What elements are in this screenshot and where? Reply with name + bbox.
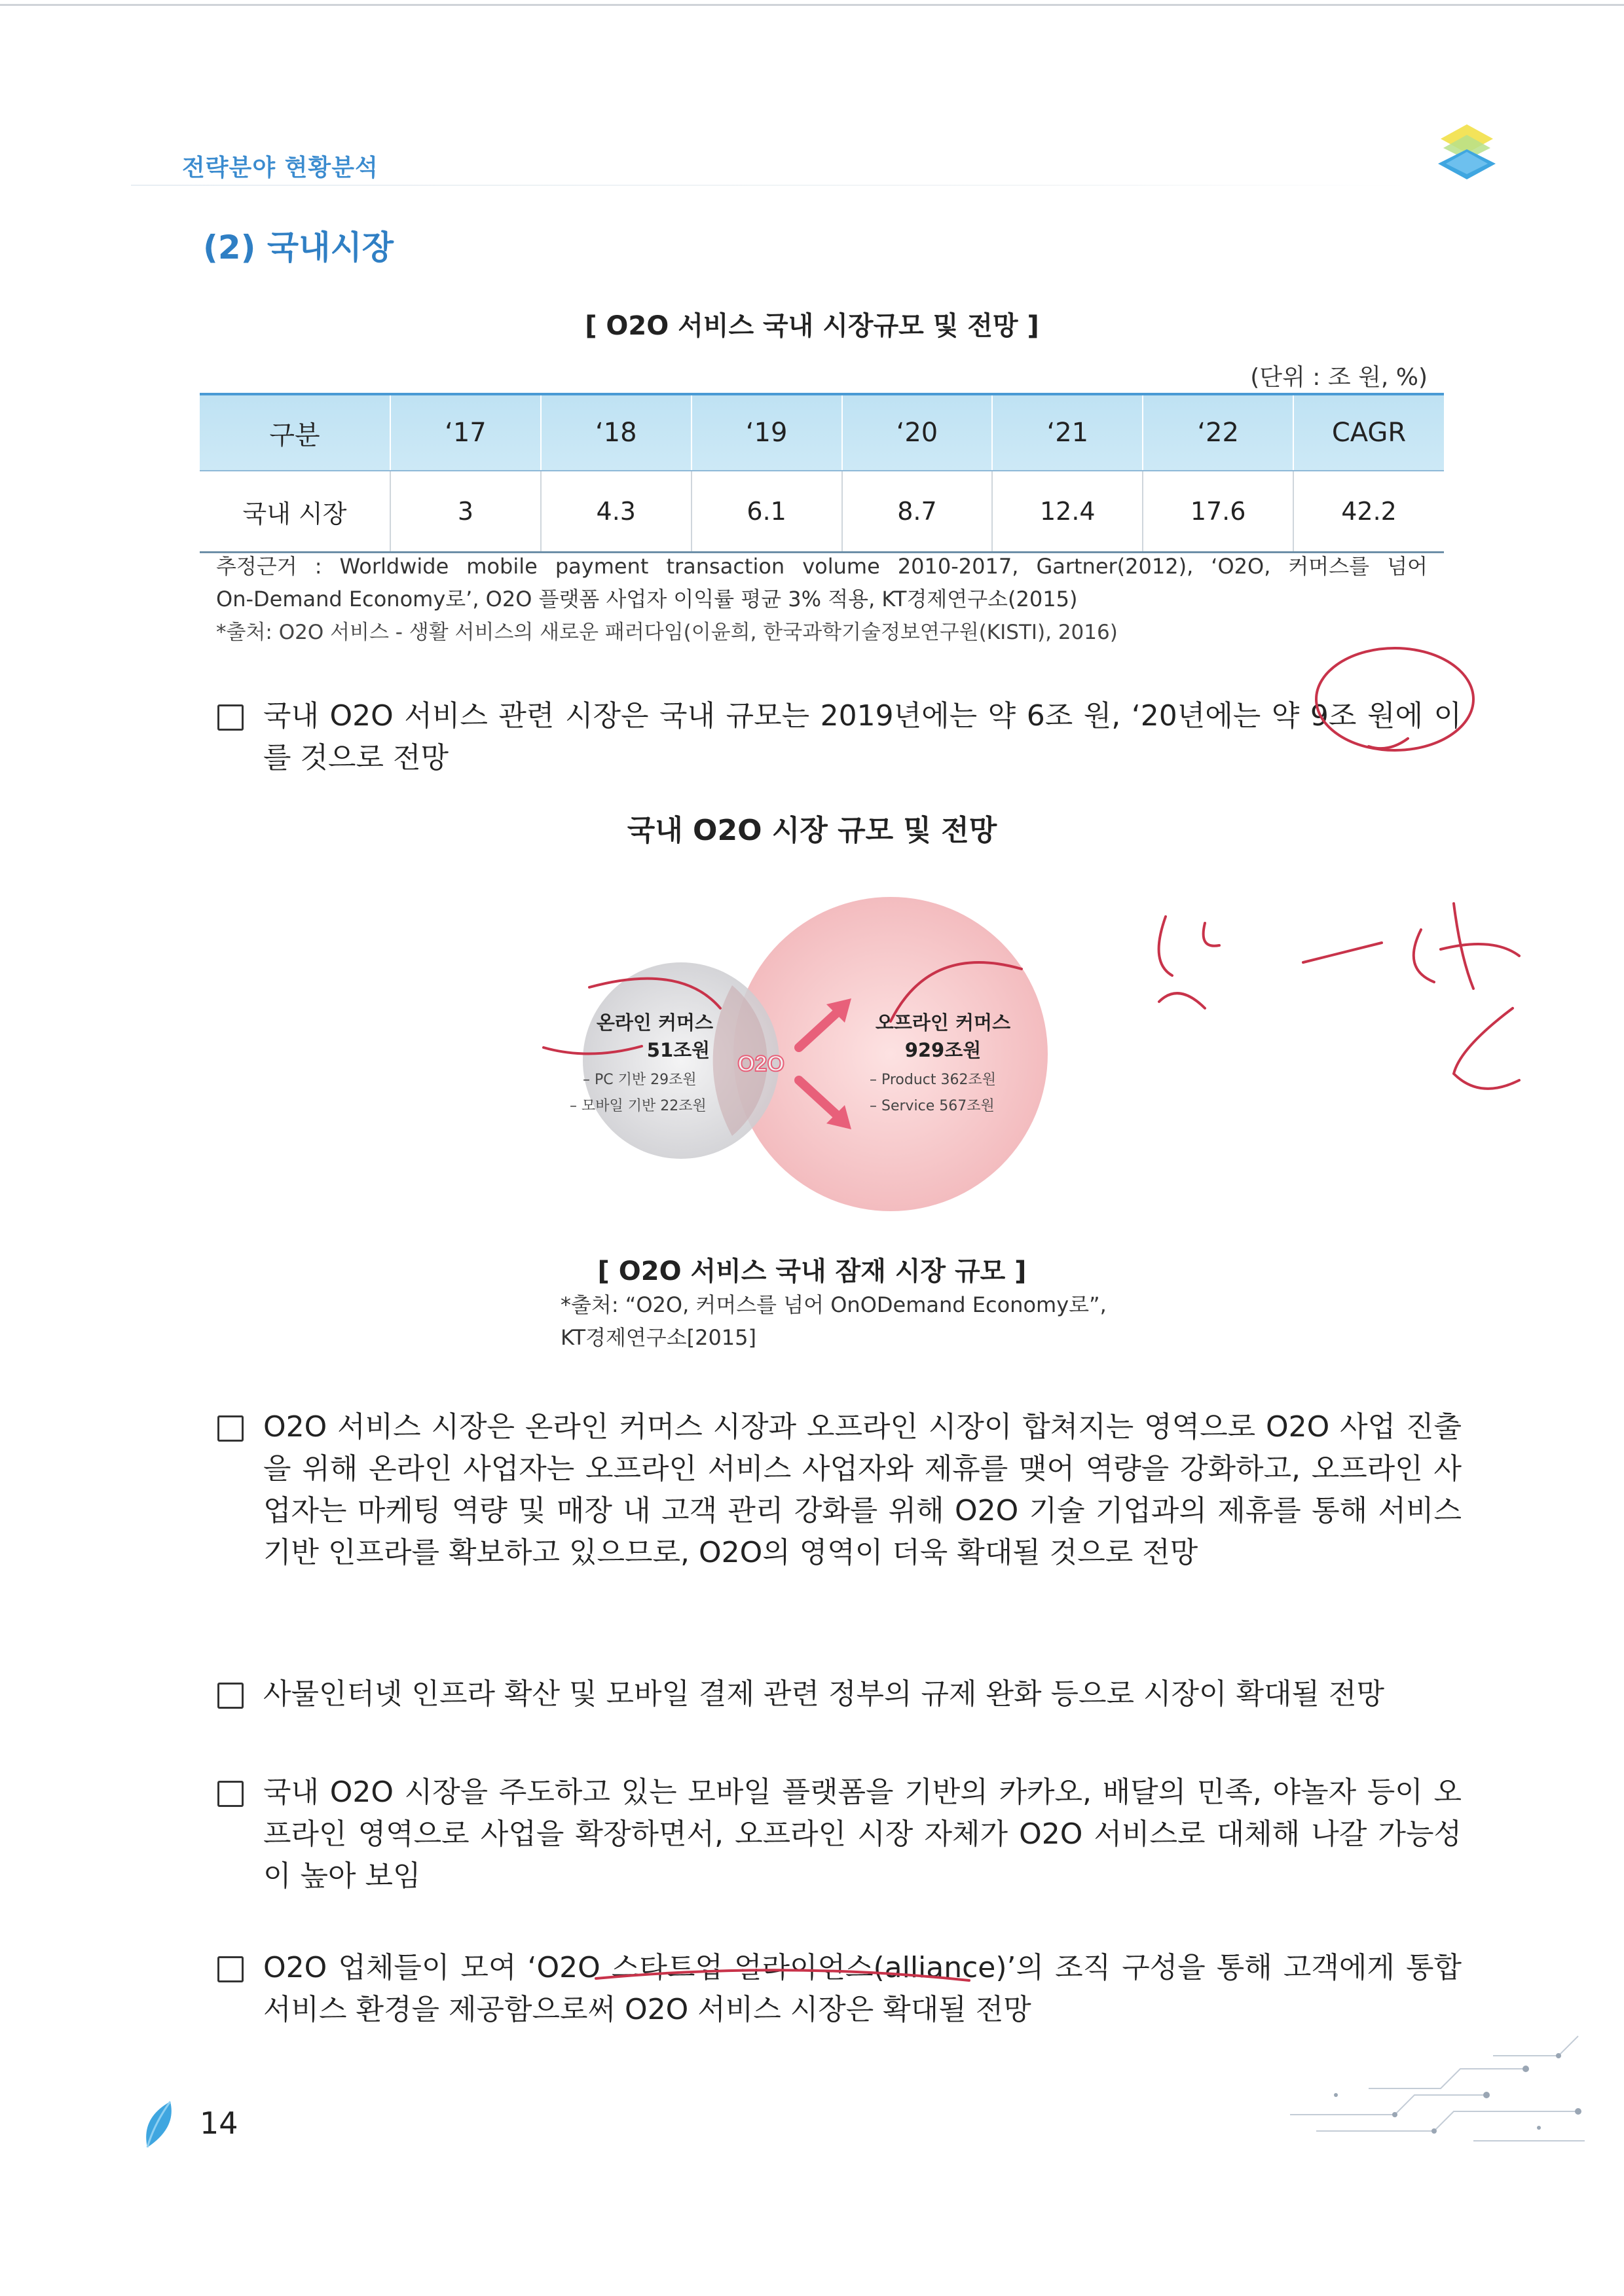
basis-word: transaction (666, 554, 785, 579)
table-cell: 6.1 (692, 471, 842, 553)
circuit-decoration-icon (1277, 2016, 1591, 2154)
bullet-paragraph (217, 695, 1462, 779)
online-item: – 모바일 기반 22조원 (570, 1098, 707, 1114)
section-label: 전략분야 현황분석 (182, 155, 378, 181)
diagram-source-line: KT경제연구소[2015] (561, 1325, 757, 1350)
basis-word: : (314, 554, 322, 579)
header-rule (131, 185, 1414, 186)
bullet-paragraph (217, 1772, 1462, 1897)
checkbox-bullet-icon (217, 704, 244, 731)
checkbox-bullet-icon (217, 1415, 244, 1442)
checkbox-bullet-icon (217, 1956, 244, 1982)
diagram-caption: [ O2O 서비스 국내 잠재 시장 규모 ] (597, 1256, 1027, 1286)
table-cell: 8.7 (842, 471, 993, 553)
basis-word: volume (802, 554, 880, 579)
pen-scribble-mark (1303, 943, 1382, 962)
basis-word: mobile (466, 554, 538, 579)
top-border-line (0, 4, 1624, 6)
online-title: 온라인 커머스 (596, 1011, 714, 1034)
table-cell: 42.2 (1293, 471, 1444, 553)
col-header: ‘18 (541, 394, 692, 471)
col-header: ‘17 (390, 394, 541, 471)
table-cell: 국내 시장 (200, 471, 390, 553)
bullet-text: 국내 O2O 서비스 관련 시장은 국내 규모는 2019년에는 약 6조 원, ‘20년에는 약 9조 원에 이를 것으로 전망 (263, 699, 1462, 774)
online-item: – PC 기반 29조원 (583, 1072, 697, 1088)
basis-word: 커머스를 (1288, 554, 1370, 579)
page-corner-leaf-icon (141, 2098, 177, 2151)
pen-scribble-mark (1414, 903, 1519, 989)
table-cell: 3 (390, 471, 541, 553)
col-header: ‘19 (692, 394, 842, 471)
col-header: ‘21 (992, 394, 1143, 471)
page-number: 14 (200, 2105, 238, 2141)
bullet-paragraph (217, 1673, 1462, 1715)
offline-title: 오프라인 커머스 (875, 1011, 1011, 1034)
pen-scribble-mark (1454, 1008, 1519, 1089)
table-source: *출처: O2O 서비스 - 생활 서비스의 새로운 패러다임(이윤희, 한국과학기술정보연구원(KISTI), 2016) (216, 621, 1118, 644)
table-title: [ O2O 서비스 국내 시장규모 및 전망 ] (585, 311, 1039, 341)
o2o-venn-diagram (524, 884, 1113, 1224)
market-size-table (200, 393, 1444, 553)
table-row (200, 471, 1444, 553)
bullet-paragraph (217, 1947, 1462, 2031)
basis-line-1 (216, 550, 1428, 583)
bullet-paragraph (217, 1406, 1462, 1574)
col-header: ‘20 (842, 394, 993, 471)
table-cell: 4.3 (541, 471, 692, 553)
bullet-text: 국내 O2O 시장을 주도하고 있는 모바일 플랫폼을 기반의 카카오, 배달의 민족, 야놀자 등이 오프라인 영역으로 사업을 확장하면서, 오프라인 시장 자체가 O2O 서비스로 대체해 나갈 가능성이 높아 보임 (263, 1776, 1462, 1893)
basis-word: 추정근거 (216, 554, 297, 579)
table-cell: 12.4 (992, 471, 1143, 553)
estimation-basis (216, 550, 1428, 615)
offline-item: – Product 362조원 (870, 1072, 997, 1088)
offline-item: – Service 567조원 (870, 1098, 995, 1114)
bullet-text: O2O 업체들이 모여 ‘O2O 스타트업 얼라이언스(alliance)’의 조직 구성을 통해 고객에게 통합 서비스 환경을 제공함으로써 O2O 서비스 시장은 확대될 전망 (263, 1951, 1462, 2026)
offline-value: 929조원 (904, 1039, 982, 1061)
col-header: CAGR (1293, 394, 1444, 471)
cube-logo-icon (1428, 111, 1506, 190)
bullet-text: 사물인터넷 인프라 확산 및 모바일 결제 관련 정부의 규제 완화 등으로 시장이 확대될 전망 (263, 1677, 1384, 1711)
bullet-text: O2O 서비스 시장은 온라인 커머스 시장과 오프라인 시장이 합쳐지는 영역으로 O2O 사업 진출을 위해 온라인 사업자는 오프라인 서비스 사업자와 제휴를 맺어 역량을 강화하고, 오프라인 사업자는 마케팅 역량 및 매장 내 고객 관리 강화를 위해 O2O 기술 기업과의 제휴를 통해 서비스 기반 인프라를 확보하고 있으므로, O2O의 영역이 더욱 확대될 것으로 전망 (263, 1410, 1462, 1569)
checkbox-bullet-icon (217, 1781, 244, 1807)
center-o2o-label: O2O (737, 1051, 784, 1076)
basis-word: 넘어 (1387, 554, 1428, 579)
diagram-title: 국내 O2O 시장 규모 및 전망 (627, 814, 997, 847)
online-value: 51조원 (646, 1039, 710, 1061)
pen-scribble-mark (1159, 917, 1219, 1008)
table-header-row (200, 394, 1444, 471)
basis-line-2: On-Demand Economy로’, O2O 플랫폼 사업자 이익률 평균 3% 적용, KT경제연구소(2015) (216, 587, 1078, 611)
table-unit: (단위 : 조 원, %) (1250, 364, 1428, 391)
basis-word: Worldwide (339, 554, 449, 579)
checkbox-bullet-icon (217, 1683, 244, 1709)
basis-word: payment (555, 554, 649, 579)
basis-word: Gartner(2012), (1036, 554, 1194, 579)
diagram-source-line: *출처: “O2O, 커머스를 넘어 OnODemand Economy로”, (561, 1292, 1107, 1317)
col-header: 구분 (200, 394, 390, 471)
basis-word: ‘O2O, (1211, 554, 1271, 579)
basis-word: 2010-2017, (897, 554, 1019, 579)
diagram-source (561, 1288, 1107, 1354)
table-cell: 17.6 (1143, 471, 1293, 553)
col-header: ‘22 (1143, 394, 1293, 471)
subheading: (2) 국내시장 (203, 228, 394, 266)
